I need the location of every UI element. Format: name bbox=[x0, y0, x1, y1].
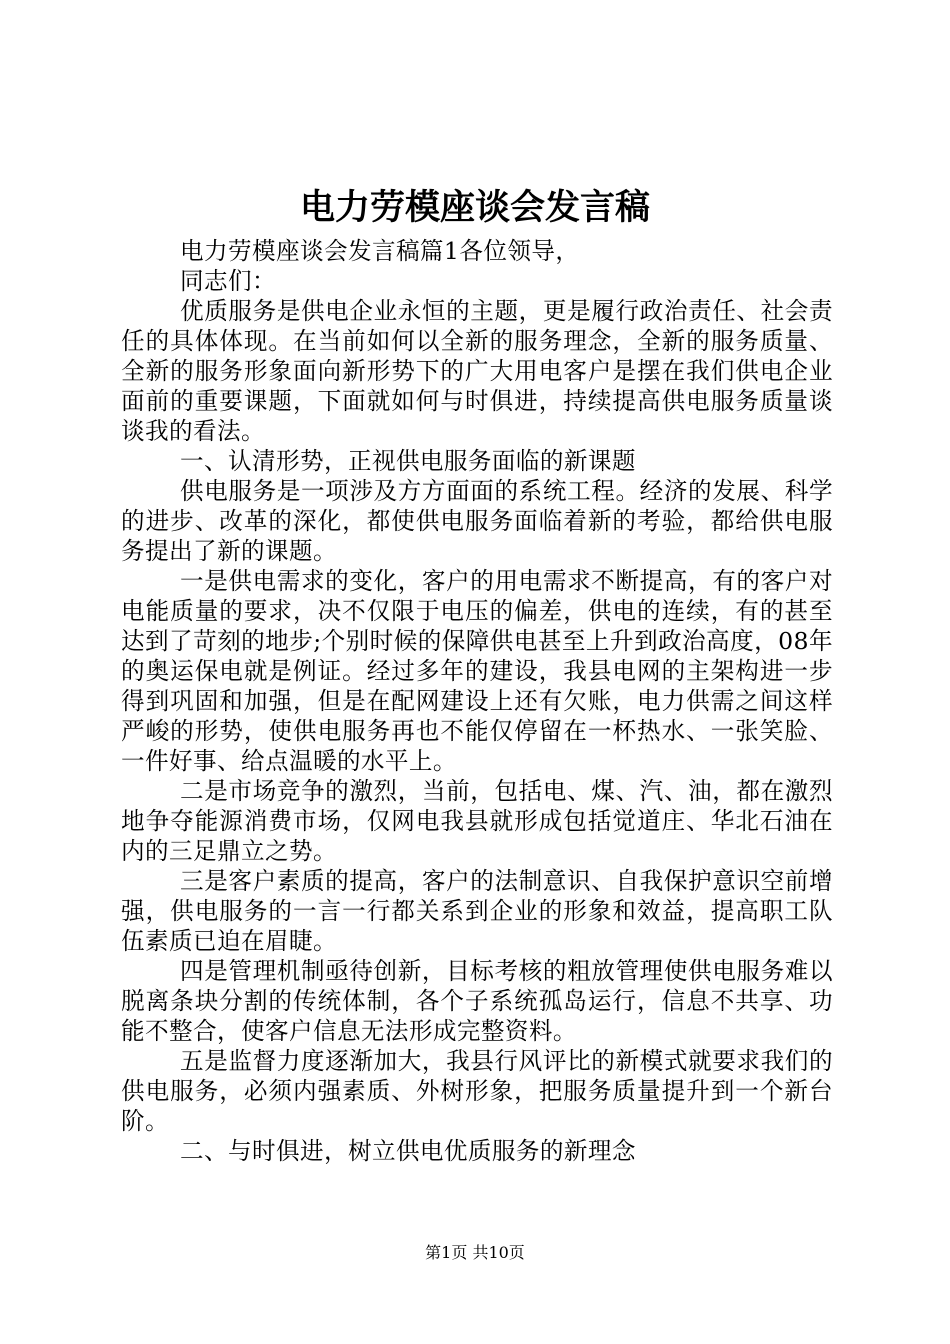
paragraph-section-1-overview: 供电服务是一项涉及方方面面的系统工程。经济的发展、科学的进步、改革的深化，都使供电服务面临着新的考验，都给供电服务提出了新的课题。 bbox=[121, 477, 833, 565]
section-heading-1: 一、认清形势，正视供电服务面临的新课题 bbox=[180, 447, 636, 475]
paragraph-salutation: 同志们： bbox=[180, 267, 276, 295]
paragraph-point-4: 四是管理机制亟待创新，目标考核的粗放管理使供电服务难以脱离条块分割的传统体制，各个子系统孤岛运行，信息不共享、功能不整合，使客户信息无法形成完整资料。 bbox=[121, 957, 833, 1045]
paragraph-point-2: 二是市场竞争的激烈，当前，包括电、煤、汽、油，都在激烈地争夺能源消费市场，仅网电我县就形成包括觉道庄、华北石油在内的三足鼎立之势。 bbox=[121, 777, 833, 865]
paragraph-intro: 优质服务是供电企业永恒的主题，更是履行政治责任、社会责任的具体体现。在当前如何以全新的服务理念，全新的服务质量、全新的服务形象面向新形势下的广大用电客户是摆在我们供电企业面前的重要课题，下面就如何与时俱进，持续提高供电服务质量谈谈我的看法。 bbox=[121, 297, 833, 445]
paragraph-greeting: 电力劳模座谈会发言稿篇1各位领导， bbox=[180, 237, 580, 265]
section-heading-2: 二、与时俱进，树立供电优质服务的新理念 bbox=[180, 1137, 636, 1165]
paragraph-point-1: 一是供电需求的变化，客户的用电需求不断提高，有的客户对电能质量的要求，决不仅限于电压的偏差，供电的连续，有的甚至达到了苛刻的地步;个别时候的保障供电甚至上升到政治高度，08年的奥运保电就是例证。经过多年的建设，我县电网的主架构进一步得到巩固和加强，但是在配网建设上还有欠账，电力供需之间这样严峻的形势，使供电服务再也不能仅停留在一杯热水、一张笑脸、一件好事、给点温暖的水平上。 bbox=[121, 567, 833, 775]
paragraph-point-3: 三是客户素质的提高，客户的法制意识、自我保护意识空前增强，供电服务的一言一行都关系到企业的形象和效益，提高职工队伍素质已迫在眉睫。 bbox=[121, 867, 833, 955]
page-footer: 第1页 共10页 bbox=[425, 1243, 525, 1262]
paragraph-point-5: 五是监督力度逐渐加大，我县行风评比的新模式就要求我们的供电服务，必须内强素质、外树形象，把服务质量提升到一个新台阶。 bbox=[121, 1047, 833, 1135]
document-body bbox=[121, 236, 833, 1166]
document-title: 电力劳模座谈会发言稿 bbox=[299, 188, 650, 228]
